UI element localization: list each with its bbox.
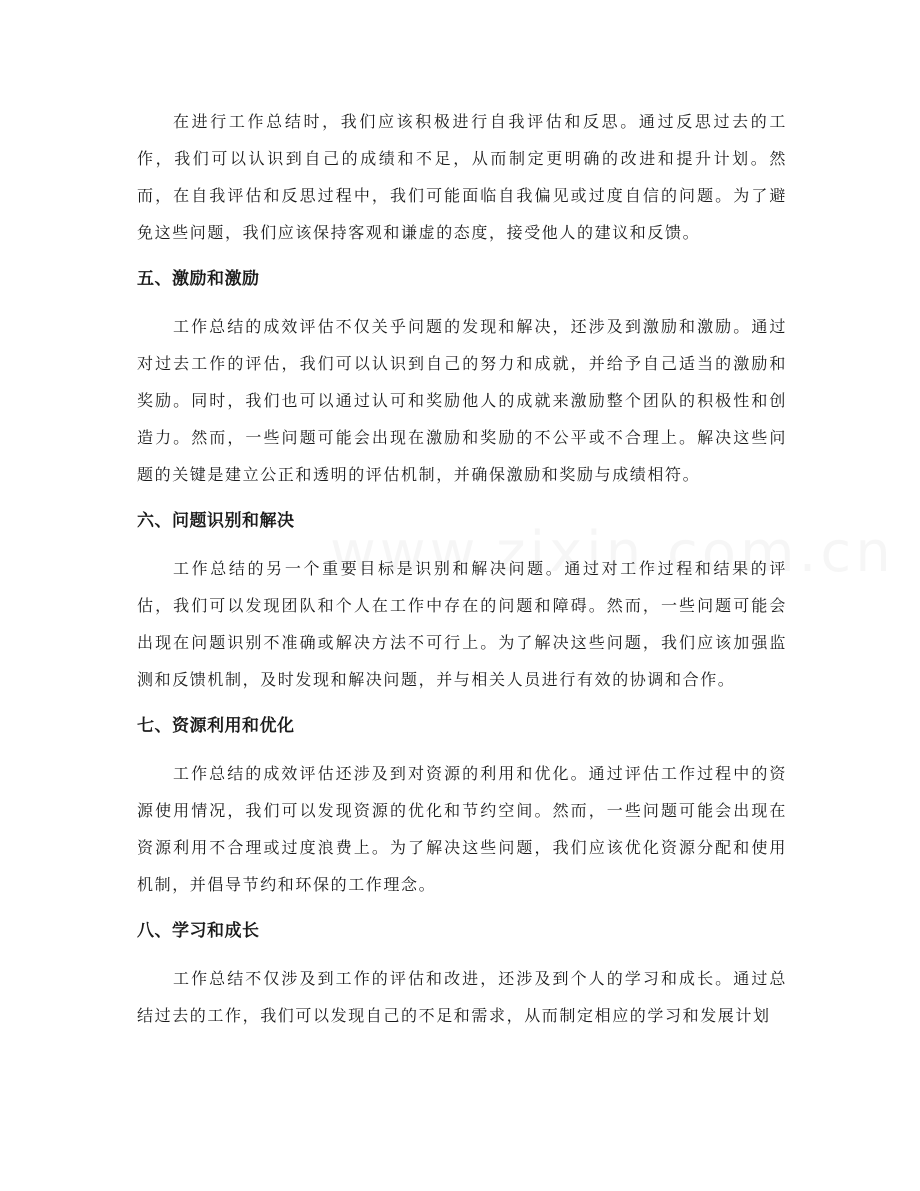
paragraph-resource-optimization: 工作总结的成效评估还涉及到对资源的利用和优化。通过评估工作过程中的资源使用情况，我们可以发现资源的优化和节约空间。然而，一些问题可能会出现在资源利用不合理或过度浪费上。为了解决这些问题，我们应该优化资源分配和使用机制，并倡导节约和环保的工作理念。 — [137, 764, 787, 894]
paragraph-self-assessment: 在进行工作总结时，我们应该积极进行自我评估和反思。通过反思过去的工作，我们可以认识到自己的成绩和不足，从而制定更明确的改进和提升计划。然而，在自我评估和反思过程中，我们可能面临自我偏见或过度自信的问题。为了避免这些问题，我们应该保持客观和谦虚的态度，接受他人的建议和反馈。 — [137, 112, 787, 242]
paragraph-incentive: 工作总结的成效评估不仅关乎问题的发现和解决，还涉及到激励和激励。通过对过去工作的评估，我们可以认识到自己的努力和成就，并给予自己适当的激励和奖励。同时，我们也可以通过认可和奖励他人的成就来激励整个团队的积极性和创造力。然而，一些问题可能会出现在激励和奖励的不公平或不合理上。解决这些问题的关键是建立公正和透明的评估机制，并确保激励和奖励与成绩相符。 — [137, 317, 787, 484]
section-heading-6: 六、问题识别和解决 — [137, 511, 295, 531]
section-heading-8: 八、学习和成长 — [137, 921, 260, 941]
paragraph-learning-growth: 工作总结不仅涉及到工作的评估和改进，还涉及到个人的学习和成长。通过总结过去的工作，我们可以发现自己的不足和需求，从而制定相应的学习和发展计划 — [137, 969, 787, 1025]
paragraph-problem-solving: 工作总结的另一个重要目标是识别和解决问题。通过对工作过程和结果的评估，我们可以发现团队和个人在工作中存在的问题和障碍。然而，一些问题可能会出现在问题识别不准确或解决方法不可行上。为了解决这些问题，我们应该加强监测和反馈机制，及时发现和解决问题，并与相关人员进行有效的协调和合作。 — [137, 559, 787, 689]
section-heading-7: 七、资源利用和优化 — [137, 716, 295, 736]
section-heading-5: 五、激励和激励 — [137, 269, 260, 289]
document-body — [137, 103, 787, 1034]
